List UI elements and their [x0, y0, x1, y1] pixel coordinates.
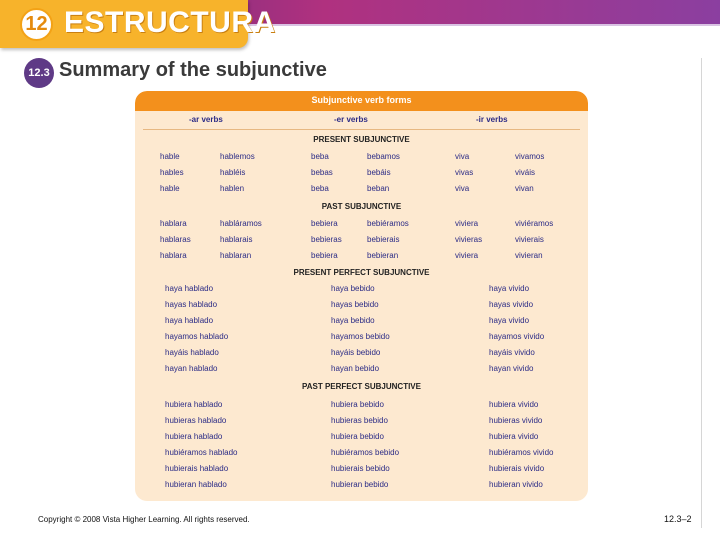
verb-form-cell: bebas	[311, 168, 333, 177]
verb-form-cell: hablemos	[220, 152, 255, 161]
verb-form-cell: vivieras	[455, 235, 483, 244]
verb-form-cell: hubieran hablado	[165, 480, 227, 489]
verb-form-cell: hubiera hablado	[165, 432, 223, 441]
verb-form-cell: hubieran bebido	[331, 480, 389, 489]
verb-form-cell: haya vivido	[489, 284, 530, 293]
verb-form-cell: vivan	[515, 184, 534, 193]
verb-form-cell: beba	[311, 184, 329, 193]
verb-form-cell: bebierais	[367, 235, 400, 244]
verb-form-cell: hable	[160, 184, 180, 193]
verb-form-cell: hubiera bebido	[331, 432, 384, 441]
table-title: Subjunctive verb forms	[311, 95, 412, 105]
verb-form-cell: hayan hablado	[165, 364, 218, 373]
verb-form-cell: bebiera	[311, 219, 338, 228]
verb-form-cell: hubieras hablado	[165, 416, 227, 425]
verb-form-cell: hayamos hablado	[165, 332, 229, 341]
verb-form-cell: beba	[311, 152, 329, 161]
verb-form-cell: hayas vivido	[489, 300, 534, 309]
verb-form-cell: haya vivido	[489, 316, 530, 325]
verb-form-cell: hablara	[160, 219, 187, 228]
section-title: Summary of the subjunctive	[59, 59, 327, 81]
verb-form-cell: hubieras bebido	[331, 416, 388, 425]
verb-form-cell: hubiera bebido	[331, 400, 384, 409]
verb-form-cell: hubieras vivido	[489, 416, 543, 425]
verb-form-cell: hubiéramos vivido	[489, 448, 554, 457]
verb-form-cell: hubierais vivido	[489, 464, 545, 473]
verb-form-cell: habléis	[220, 168, 246, 177]
verb-form-cell: viviera	[455, 219, 479, 228]
verb-form-cell: bebiéramos	[367, 219, 409, 228]
section-number-badge: 12.3	[24, 58, 54, 88]
verb-form-cell: viva	[455, 152, 470, 161]
verb-form-cell: hayan vivido	[489, 364, 534, 373]
verb-form-cell: vivierais	[515, 235, 544, 244]
column-header-er: -er verbs	[334, 115, 368, 124]
verb-form-cell: vivamos	[515, 152, 545, 161]
verb-form-cell: hubierais bebido	[331, 464, 390, 473]
verb-form-cell: vivieran	[515, 251, 543, 260]
tense-title-present-perfect: PRESENT PERFECT SUBJUNCTIVE	[293, 268, 430, 277]
verb-form-cell: bebáis	[367, 168, 391, 177]
verb-form-cell: haya hablado	[165, 284, 214, 293]
verb-form-cell: hayas bebido	[331, 300, 379, 309]
page-number: 12.3–2	[664, 514, 692, 524]
verb-form-cell: viviéramos	[515, 219, 554, 228]
verb-form-cell: hubiera hablado	[165, 400, 223, 409]
verb-form-cell: hablaras	[160, 235, 191, 244]
verb-form-cell: hablaran	[220, 251, 252, 260]
table-header-bar	[135, 91, 588, 111]
verb-form-cell: hubiéramos hablado	[165, 448, 238, 457]
chapter-header-tab	[0, 0, 276, 48]
page-divider-line	[701, 58, 702, 528]
verb-form-cell: habláramos	[220, 219, 262, 228]
verb-form-cell: haya bebido	[331, 284, 375, 293]
verb-form-cell: hayáis bebido	[331, 348, 381, 357]
verb-form-cell: vivas	[455, 168, 474, 177]
chapter-number-badge: 12	[20, 8, 53, 41]
verb-form-cell: hayamos vivido	[489, 332, 545, 341]
column-header-ir: -ir verbs	[476, 115, 508, 124]
verb-form-cell: viviera	[455, 251, 479, 260]
verb-form-cell: hubieran vivido	[489, 480, 543, 489]
verb-form-cell: hubierais hablado	[165, 464, 229, 473]
verb-form-cell: hayáis vivido	[489, 348, 535, 357]
verb-form-cell: hables	[160, 168, 184, 177]
verb-form-cell: hubiéramos bebido	[331, 448, 400, 457]
tense-title-past-perfect: PAST PERFECT SUBJUNCTIVE	[302, 382, 421, 391]
table-rule	[143, 129, 580, 130]
verb-form-cell: bebiera	[311, 251, 338, 260]
verb-form-cell: hablen	[220, 184, 245, 193]
verb-form-cell: hayan bebido	[331, 364, 380, 373]
verb-form-cell: beban	[367, 184, 390, 193]
verb-form-cell: hablara	[160, 251, 187, 260]
verb-form-cell: bebieran	[367, 251, 399, 260]
verb-form-cell: viva	[455, 184, 470, 193]
verb-form-cell: bebamos	[367, 152, 400, 161]
verb-form-cell: haya hablado	[165, 316, 214, 325]
verb-form-cell: hable	[160, 152, 180, 161]
verb-form-cell: hayáis hablado	[165, 348, 219, 357]
verb-form-cell: viváis	[515, 168, 536, 177]
verb-form-cell: bebieras	[311, 235, 342, 244]
tense-title-present: PRESENT SUBJUNCTIVE	[313, 135, 410, 144]
subjunctive-table	[135, 91, 588, 501]
verb-form-cell: hubiera vivido	[489, 400, 539, 409]
chapter-title: ESTRUCTURA	[64, 6, 276, 39]
verb-form-cell: hablarais	[220, 235, 253, 244]
verb-form-cell: hayamos bebido	[331, 332, 390, 341]
verb-form-cell: haya bebido	[331, 316, 375, 325]
verb-form-cell: hayas hablado	[165, 300, 218, 309]
verb-form-cell: hubiera vivido	[489, 432, 539, 441]
column-header-ar: -ar verbs	[189, 115, 223, 124]
tense-title-past: PAST SUBJUNCTIVE	[321, 202, 402, 211]
copyright-notice: Copyright © 2008 Vista Higher Learning. All rights reserved.	[38, 515, 250, 524]
